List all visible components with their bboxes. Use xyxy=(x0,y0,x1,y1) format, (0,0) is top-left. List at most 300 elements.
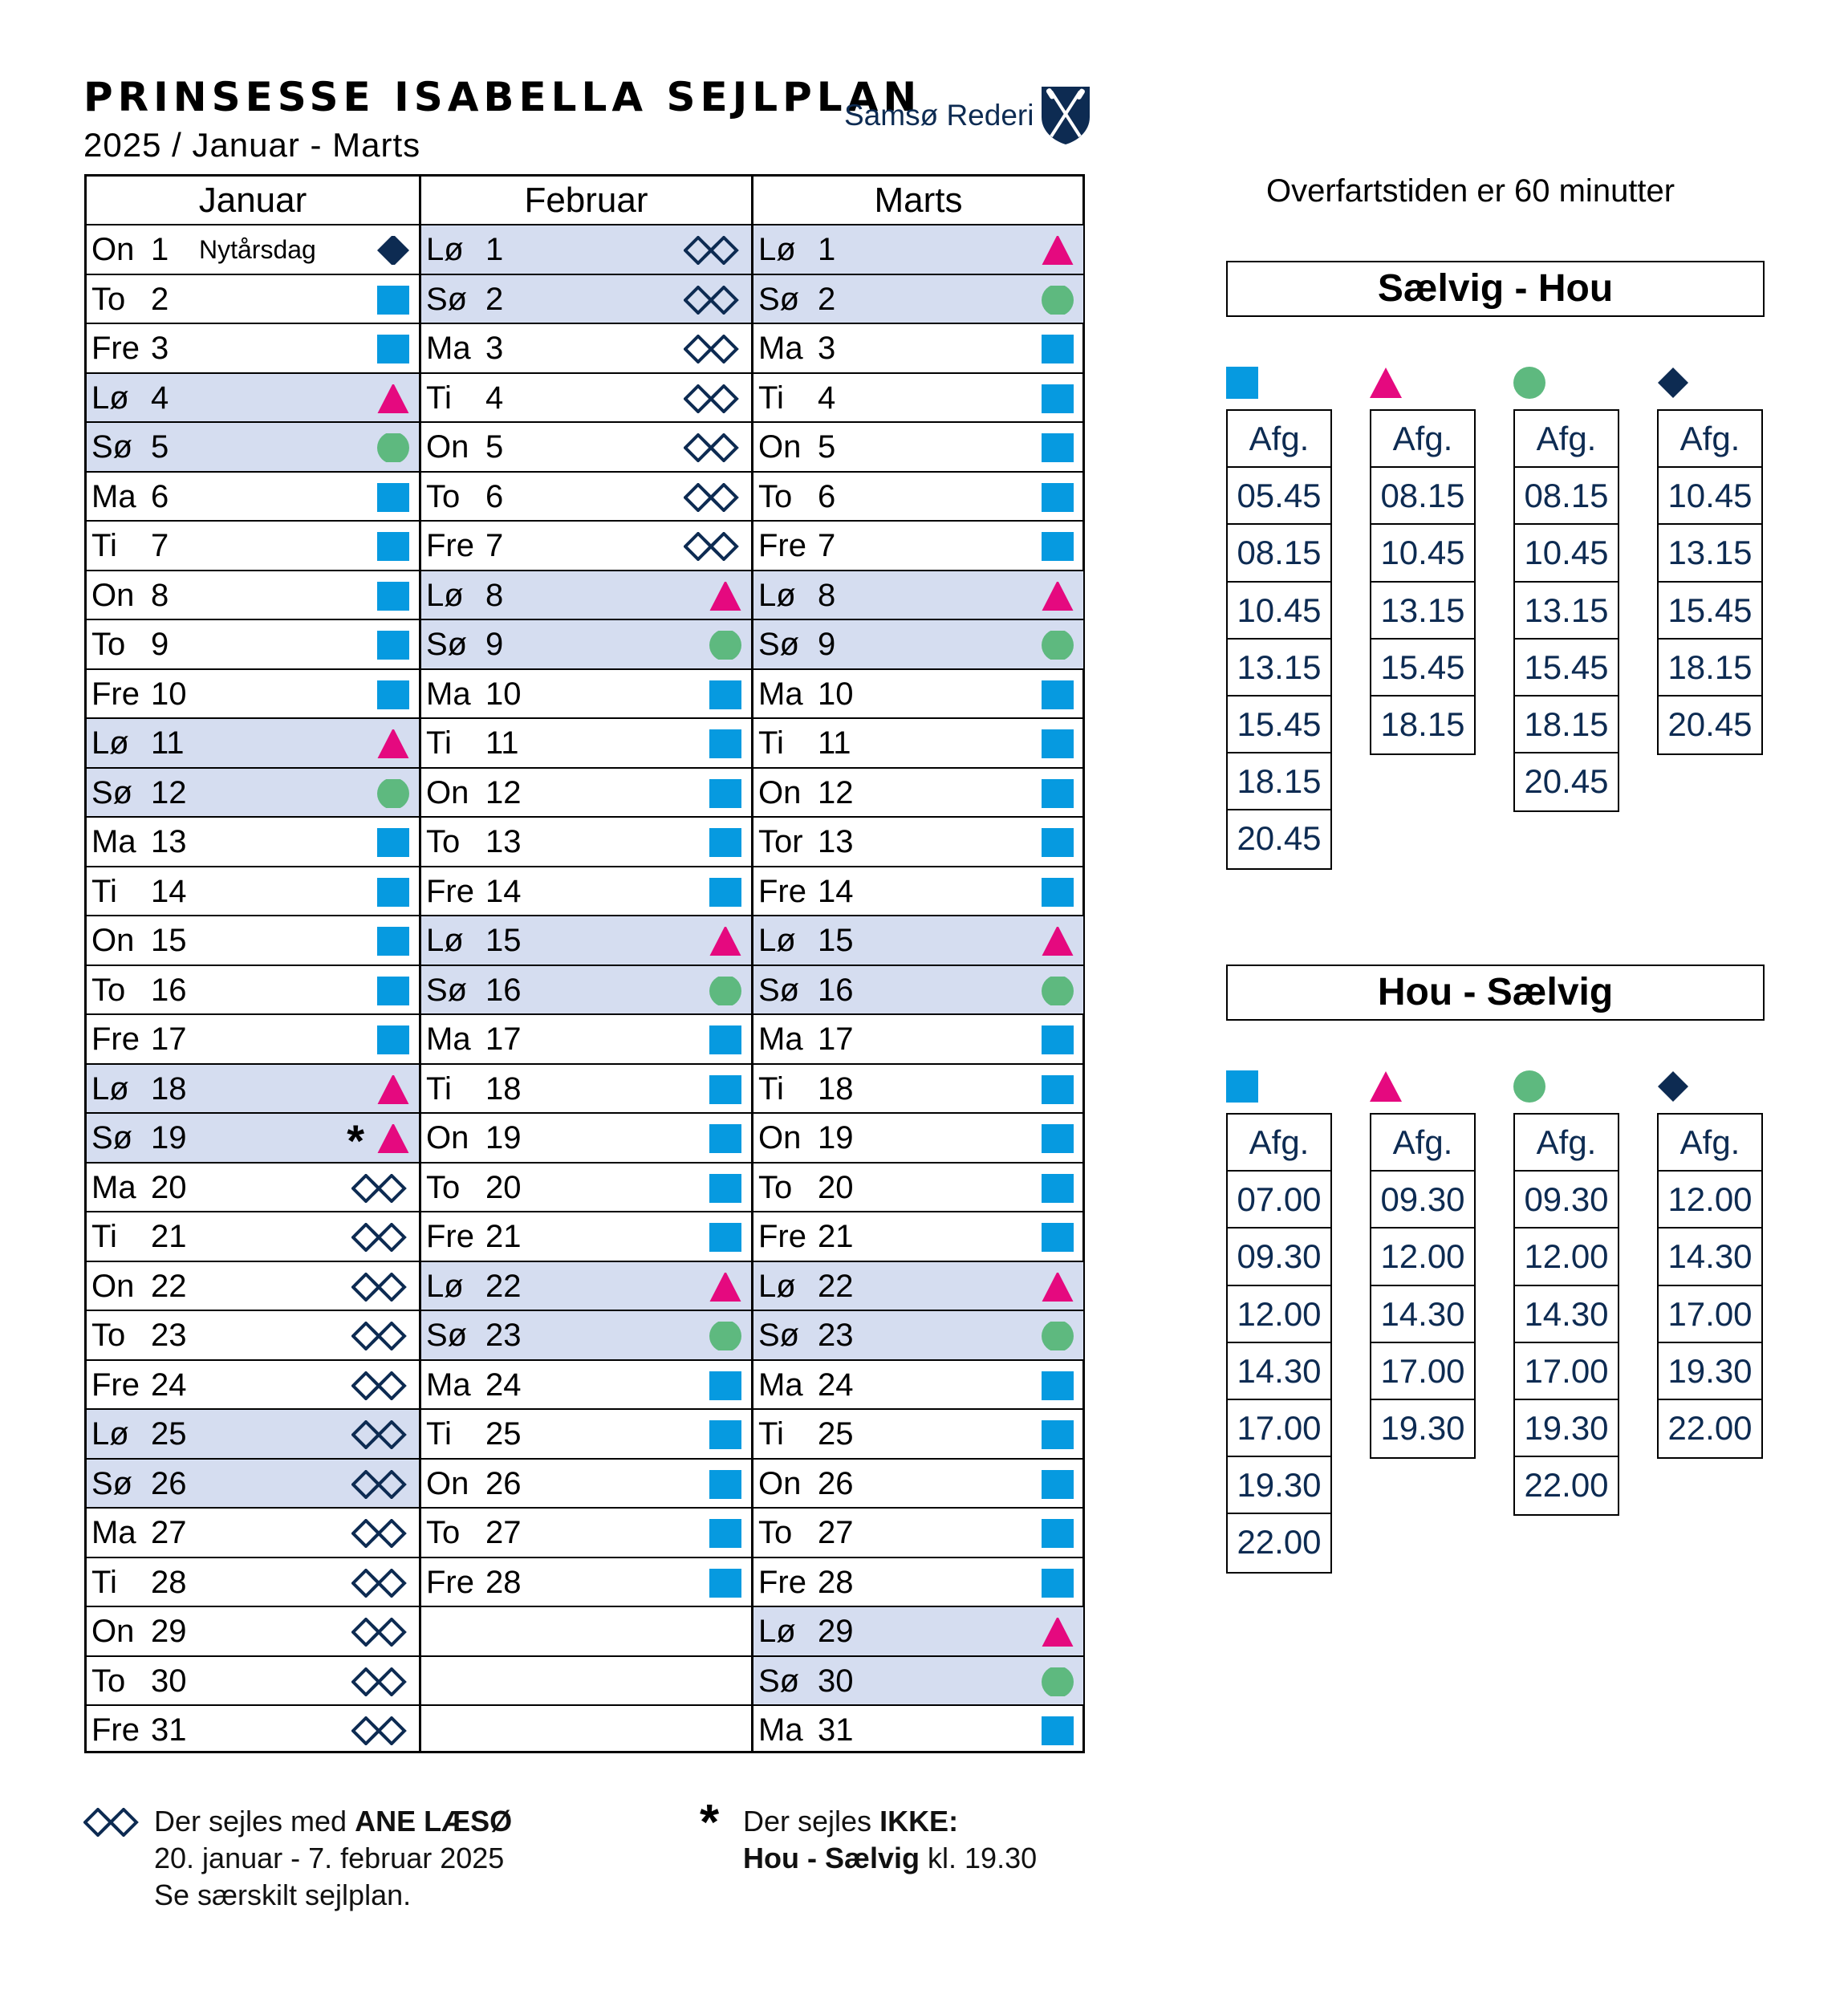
square-icon xyxy=(351,1025,409,1054)
page-subtitle: 2025 / Januar - Marts xyxy=(83,126,421,164)
day-row xyxy=(87,670,419,720)
weekday-label: Lø xyxy=(91,1416,129,1452)
departure-time: 10.45 xyxy=(1228,583,1330,640)
square-icon xyxy=(684,1025,741,1054)
day-number: 25 xyxy=(485,1416,522,1452)
day-number: 3 xyxy=(818,331,836,366)
legend-square-icon xyxy=(1226,1070,1258,1103)
day-number: 31 xyxy=(151,1712,187,1748)
day-row xyxy=(87,1212,419,1262)
square-icon xyxy=(1016,1371,1074,1400)
day-number: 6 xyxy=(818,478,836,514)
square-icon xyxy=(1016,532,1074,561)
weekday-label: Ti xyxy=(758,1070,784,1107)
departure-time: 18.15 xyxy=(1515,696,1618,753)
legend-triangle-icon xyxy=(1370,1070,1402,1103)
double-diamond-icon xyxy=(351,1371,409,1400)
day-row xyxy=(87,1065,419,1115)
weekday-label: Ma xyxy=(426,331,471,366)
holiday-note: Nytårsdag xyxy=(199,235,316,264)
day-number: 27 xyxy=(151,1515,187,1550)
day-number: 9 xyxy=(151,627,169,662)
departure-time: 18.15 xyxy=(1380,705,1465,743)
day-number: 13 xyxy=(485,824,522,859)
departure-column xyxy=(1226,409,1332,870)
weekday-label: On xyxy=(758,429,802,465)
calendar-table xyxy=(84,174,1085,1753)
day-number: 15 xyxy=(818,923,854,958)
square-icon xyxy=(351,977,409,1005)
weekday-label: Fre xyxy=(91,331,140,366)
footnote-star-route: Hou - Sælvig xyxy=(743,1842,920,1874)
day-number: 10 xyxy=(151,676,187,712)
diamond-icon xyxy=(351,236,409,265)
square-icon xyxy=(1016,1124,1074,1153)
day-row xyxy=(753,769,1083,818)
square-icon xyxy=(1016,779,1074,808)
weekday-label: Sø xyxy=(426,972,468,1008)
weekday-label: To xyxy=(91,1663,126,1699)
double-diamond-icon xyxy=(351,1618,409,1647)
weekday-label: Fre xyxy=(426,873,474,909)
square-icon xyxy=(1016,483,1074,512)
day-row xyxy=(753,1558,1083,1608)
day-number: 27 xyxy=(818,1515,854,1550)
crossing-time-note: Overfartstiden er 60 minutter xyxy=(1266,173,1675,209)
departure-header: Afg. xyxy=(1228,1115,1330,1172)
day-number: 31 xyxy=(818,1712,854,1748)
weekday-label: Fre xyxy=(91,1712,140,1748)
legend-square-icon xyxy=(1226,367,1258,399)
weekday-label: Lø xyxy=(91,1070,129,1107)
day-number: 9 xyxy=(818,627,836,662)
departure-time: 22.00 xyxy=(1667,1408,1753,1447)
footnote-ane-period: 20. januar - 7. februar 2025 xyxy=(154,1842,505,1874)
day-row xyxy=(753,571,1083,621)
day-row xyxy=(421,1311,751,1361)
square-icon xyxy=(1016,1519,1074,1548)
day-row xyxy=(87,1607,419,1657)
departure-time: 09.30 xyxy=(1371,1172,1474,1229)
double-diamond-icon xyxy=(684,286,741,315)
day-row xyxy=(87,1114,419,1164)
day-row xyxy=(87,1460,419,1509)
day-number: 8 xyxy=(485,577,504,613)
day-number: 20 xyxy=(485,1169,522,1205)
footnote-ane-see: Se særskilt sejlplan. xyxy=(154,1878,412,1911)
day-row xyxy=(753,966,1083,1016)
departure-time: 13.15 xyxy=(1515,583,1618,640)
day-row xyxy=(87,1311,419,1361)
weekday-label: Ma xyxy=(426,1021,471,1057)
weekday-label: On xyxy=(91,1614,135,1649)
weekday-label: Lø xyxy=(426,232,464,267)
departure-header: Afg. xyxy=(1371,411,1474,468)
day-row xyxy=(421,1607,751,1657)
triangle-icon xyxy=(351,384,409,413)
day-row xyxy=(421,670,751,720)
circle-icon xyxy=(351,779,409,808)
departure-time: 13.15 xyxy=(1228,640,1330,696)
double-diamond-icon xyxy=(351,1420,409,1449)
day-row xyxy=(753,522,1083,571)
logo-text: Samsø Rederi xyxy=(844,99,1034,132)
day-row xyxy=(753,1509,1083,1558)
circle-icon xyxy=(1016,1667,1074,1696)
weekday-label: Ma xyxy=(91,1169,136,1205)
weekday-label: Sø xyxy=(91,429,133,465)
day-row xyxy=(421,867,751,917)
day-row xyxy=(753,473,1083,522)
square-icon xyxy=(684,1519,741,1548)
day-row xyxy=(421,225,751,275)
departure-time: 09.30 xyxy=(1228,1229,1330,1285)
day-row xyxy=(421,1015,751,1065)
day-number: 21 xyxy=(485,1219,522,1254)
weekday-label: Ma xyxy=(426,676,471,712)
day-number: 12 xyxy=(485,774,522,810)
weekday-label: On xyxy=(426,774,469,810)
departure-time: 13.15 xyxy=(1371,583,1474,640)
square-icon xyxy=(684,779,741,808)
month-column-januar xyxy=(87,177,419,1751)
square-icon xyxy=(351,335,409,363)
day-number: 26 xyxy=(485,1465,522,1501)
weekday-label: Lø xyxy=(758,232,796,267)
month-header: Marts xyxy=(753,177,1083,225)
page-title: PRINSESSE ISABELLA SEJLPLAN xyxy=(83,74,922,120)
weekday-label: On xyxy=(426,429,469,465)
day-number: 1 xyxy=(818,232,836,267)
circle-icon xyxy=(684,1322,741,1350)
day-row xyxy=(87,571,419,621)
day-number: 11 xyxy=(818,725,851,761)
triangle-icon xyxy=(684,582,741,611)
square-icon xyxy=(684,1223,741,1252)
month-header: Januar xyxy=(87,177,419,225)
day-number: 11 xyxy=(151,725,185,761)
departure-time: 13.15 xyxy=(1659,525,1761,582)
day-row xyxy=(421,966,751,1016)
departure-time: 14.30 xyxy=(1515,1286,1618,1343)
double-diamond-icon xyxy=(351,1174,409,1203)
weekday-label: Sø xyxy=(758,1318,800,1353)
departure-header: Afg. xyxy=(1228,411,1330,468)
day-number: 5 xyxy=(818,429,836,465)
weekday-label: On xyxy=(91,232,135,267)
day-number: 13 xyxy=(151,824,187,859)
day-number: 16 xyxy=(485,972,522,1008)
day-row xyxy=(87,225,419,275)
departure-time: 19.30 xyxy=(1659,1343,1761,1400)
square-icon xyxy=(1016,729,1074,758)
weekday-label: Fre xyxy=(758,528,806,563)
departure-time: 07.00 xyxy=(1228,1172,1330,1229)
day-number: 20 xyxy=(818,1169,854,1205)
day-number: 18 xyxy=(818,1070,854,1107)
weekday-label: Fre xyxy=(758,1564,806,1600)
day-row xyxy=(421,1114,751,1164)
weekday-label: Ma xyxy=(758,1021,803,1057)
double-diamond-icon xyxy=(351,1667,409,1696)
departure-time: 10.45 xyxy=(1371,525,1474,582)
square-icon xyxy=(1016,1223,1074,1252)
weekday-label: On xyxy=(758,1465,802,1501)
departure-time: 15.45 xyxy=(1659,583,1761,640)
day-number: 8 xyxy=(818,577,836,613)
day-number: 27 xyxy=(485,1515,522,1550)
day-number: 14 xyxy=(485,873,522,909)
day-row xyxy=(753,374,1083,424)
weekday-label: On xyxy=(758,774,802,810)
weekday-label: To xyxy=(426,478,461,514)
day-number: 24 xyxy=(151,1367,187,1403)
day-number: 14 xyxy=(151,873,187,909)
day-number: 23 xyxy=(818,1318,854,1353)
departure-time: 15.45 xyxy=(1515,640,1618,696)
day-row xyxy=(87,1509,419,1558)
weekday-label: Tor xyxy=(758,824,803,859)
day-row xyxy=(753,225,1083,275)
day-number: 18 xyxy=(485,1070,522,1107)
footnote-star-time: kl. 19.30 xyxy=(920,1842,1038,1874)
month-column-marts xyxy=(751,177,1083,1751)
day-number: 12 xyxy=(151,774,187,810)
weekday-label: To xyxy=(426,1169,461,1205)
square-icon xyxy=(684,1371,741,1400)
day-row xyxy=(421,473,751,522)
square-icon xyxy=(351,878,409,907)
day-number: 6 xyxy=(151,478,169,514)
square-icon xyxy=(1016,1716,1074,1745)
weekday-label: Ma xyxy=(91,478,136,514)
day-number: 17 xyxy=(818,1021,854,1057)
departure-time: 22.00 xyxy=(1237,1523,1322,1562)
weekday-label: Fre xyxy=(91,1021,140,1057)
footnote-ane-ship: ANE LÆSØ xyxy=(355,1805,513,1838)
day-row xyxy=(753,1114,1083,1164)
day-row xyxy=(421,1657,751,1707)
day-row xyxy=(753,1262,1083,1312)
legend-circle-icon xyxy=(1513,367,1545,399)
weekday-label: Ma xyxy=(426,1367,471,1403)
circle-icon xyxy=(1016,286,1074,315)
departure-time: 17.00 xyxy=(1515,1343,1618,1400)
departure-time: 22.00 xyxy=(1524,1466,1609,1505)
day-row xyxy=(753,1361,1083,1411)
departure-column xyxy=(1513,1113,1619,1516)
circle-icon xyxy=(684,631,741,660)
day-row xyxy=(753,818,1083,867)
departure-time: 20.45 xyxy=(1667,705,1753,743)
day-row xyxy=(87,867,419,917)
departure-time: 10.45 xyxy=(1515,525,1618,582)
departure-time: 14.30 xyxy=(1228,1343,1330,1400)
day-number: 5 xyxy=(151,429,169,465)
day-row xyxy=(421,324,751,374)
departure-time: 20.45 xyxy=(1524,762,1609,801)
square-icon xyxy=(351,286,409,315)
weekday-label: Sø xyxy=(91,774,133,810)
weekday-label: Lø xyxy=(758,577,796,613)
day-row xyxy=(87,473,419,522)
circle-icon xyxy=(684,977,741,1005)
day-row xyxy=(753,324,1083,374)
double-diamond-icon xyxy=(684,384,741,413)
weekday-label: To xyxy=(758,1169,793,1205)
day-number: 13 xyxy=(818,824,854,859)
day-row xyxy=(87,1164,419,1213)
legend-diamond-icon xyxy=(1657,367,1689,399)
day-row xyxy=(87,719,419,769)
triangle-icon xyxy=(351,1124,409,1153)
day-number: 2 xyxy=(818,281,836,317)
day-row xyxy=(87,1706,419,1756)
departure-column xyxy=(1657,409,1763,755)
day-number: 1 xyxy=(485,232,504,267)
departure-column xyxy=(1657,1113,1763,1459)
departure-time: 12.00 xyxy=(1371,1229,1474,1285)
day-row xyxy=(753,1657,1083,1707)
day-row xyxy=(421,1065,751,1115)
day-number: 30 xyxy=(818,1663,854,1699)
day-row xyxy=(421,374,751,424)
day-row xyxy=(421,719,751,769)
weekday-label: To xyxy=(758,478,793,514)
weekday-label: Lø xyxy=(91,725,129,761)
departure-time: 20.45 xyxy=(1237,819,1322,858)
square-icon xyxy=(684,828,741,857)
weekday-label: Ti xyxy=(758,1416,784,1452)
weekday-label: Fre xyxy=(758,1219,806,1254)
square-icon xyxy=(684,878,741,907)
triangle-icon xyxy=(351,729,409,758)
weekday-label: Ti xyxy=(426,1070,452,1107)
day-number: 21 xyxy=(818,1219,854,1254)
weekday-label: Ti xyxy=(426,1416,452,1452)
day-row xyxy=(421,1410,751,1460)
weekday-label: To xyxy=(426,1515,461,1550)
day-number: 28 xyxy=(485,1564,522,1600)
weekday-label: Fre xyxy=(758,873,806,909)
double-diamond-icon xyxy=(351,1273,409,1302)
logo xyxy=(844,80,1091,151)
departure-header: Afg. xyxy=(1515,1115,1618,1172)
footnote-star-bold: IKKE: xyxy=(879,1805,959,1838)
day-number: 22 xyxy=(485,1268,522,1304)
departure-time: 17.00 xyxy=(1371,1343,1474,1400)
weekday-label: On xyxy=(426,1465,469,1501)
square-icon xyxy=(684,1470,741,1499)
circle-icon xyxy=(1016,631,1074,660)
shield-oars-icon xyxy=(1040,85,1091,146)
day-number: 9 xyxy=(485,627,504,662)
day-row xyxy=(421,769,751,818)
departure-header: Afg. xyxy=(1659,411,1761,468)
departure-column xyxy=(1370,409,1476,755)
weekday-label: To xyxy=(426,824,461,859)
day-number: 2 xyxy=(151,281,169,317)
weekday-label: Lø xyxy=(758,1268,796,1304)
day-number: 23 xyxy=(151,1318,187,1353)
day-row xyxy=(421,1212,751,1262)
day-number: 25 xyxy=(818,1416,854,1452)
weekday-label: Sø xyxy=(426,627,468,662)
weekday-label: Ma xyxy=(758,1712,803,1748)
day-row xyxy=(421,522,751,571)
day-number: 29 xyxy=(151,1614,187,1649)
day-number: 15 xyxy=(151,923,187,958)
day-number: 19 xyxy=(485,1120,522,1155)
day-number: 1 xyxy=(151,232,169,267)
weekday-label: Sø xyxy=(426,281,468,317)
departure-time: 10.45 xyxy=(1659,468,1761,525)
day-row xyxy=(753,1164,1083,1213)
day-number: 28 xyxy=(151,1564,187,1600)
route-title: Sælvig - Hou xyxy=(1226,261,1765,317)
day-row xyxy=(87,324,419,374)
day-row xyxy=(753,275,1083,325)
legend-diamond-icon xyxy=(1657,1070,1689,1103)
triangle-icon xyxy=(1016,1618,1074,1647)
day-row xyxy=(421,916,751,966)
day-row xyxy=(753,1706,1083,1756)
weekday-label: Lø xyxy=(758,923,796,958)
square-icon xyxy=(1016,384,1074,413)
triangle-icon xyxy=(1016,582,1074,611)
day-number: 10 xyxy=(818,676,854,712)
legend-triangle-icon xyxy=(1370,367,1402,399)
departure-time: 05.45 xyxy=(1228,468,1330,525)
square-icon xyxy=(351,532,409,561)
departure-header: Afg. xyxy=(1515,411,1618,468)
weekday-label: To xyxy=(91,972,126,1008)
departure-header: Afg. xyxy=(1371,1115,1474,1172)
departure-column xyxy=(1513,409,1619,812)
day-number: 3 xyxy=(151,331,169,366)
day-row xyxy=(753,620,1083,670)
weekday-label: Ma xyxy=(91,1515,136,1550)
day-row xyxy=(87,966,419,1016)
day-row xyxy=(87,1410,419,1460)
double-diamond-icon xyxy=(684,335,741,363)
day-row xyxy=(87,1558,419,1608)
square-icon xyxy=(684,1174,741,1203)
day-number: 24 xyxy=(818,1367,854,1403)
weekday-label: To xyxy=(91,1318,126,1353)
month-header: Februar xyxy=(421,177,751,225)
day-row xyxy=(421,1361,751,1411)
day-number: 24 xyxy=(485,1367,522,1403)
day-number: 6 xyxy=(485,478,504,514)
departure-time: 08.15 xyxy=(1371,468,1474,525)
departure-header: Afg. xyxy=(1659,1115,1761,1172)
weekday-label: Ti xyxy=(91,528,117,563)
weekday-label: Lø xyxy=(91,380,129,416)
day-row xyxy=(753,1410,1083,1460)
day-row xyxy=(753,867,1083,917)
weekday-label: On xyxy=(758,1120,802,1155)
day-row xyxy=(421,1460,751,1509)
footnote-star-text: Der sejles xyxy=(743,1805,880,1838)
circle-icon xyxy=(351,433,409,462)
triangle-icon xyxy=(1016,927,1074,956)
day-row xyxy=(87,522,419,571)
day-number: 17 xyxy=(485,1021,522,1057)
departure-time: 08.15 xyxy=(1228,525,1330,582)
weekday-label: Ma xyxy=(91,824,136,859)
double-diamond-icon xyxy=(684,236,741,265)
